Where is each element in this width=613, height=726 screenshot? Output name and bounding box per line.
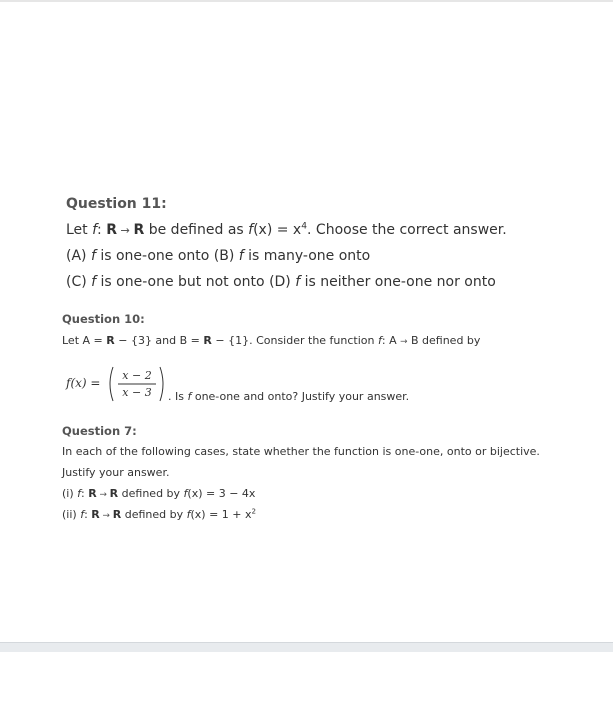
question-title: Question 7: <box>62 424 137 438</box>
right-paren <box>160 367 163 401</box>
left-paren <box>110 367 113 401</box>
option-line-cd: (C) f is one-one but not onto (D) f is neither one-one nor onto <box>66 274 496 290</box>
bottom-divider <box>0 642 613 652</box>
fraction-denominator: x − 3 <box>122 386 152 399</box>
question-statement: Let A = R − {3} and B = R − {1}. Consider the function f: A → B defined by <box>62 334 481 347</box>
question-statement: In each of the following cases, state whether the function is one-one, onto or bijective. <box>62 445 540 458</box>
option-line-ab: (A) f is one-one onto (B) f is many-one onto <box>66 248 371 264</box>
question-prompt: . Is f one-one and onto? Justify your answer. <box>168 390 410 403</box>
formula-lhs: f(x) = <box>66 376 101 390</box>
fraction-numerator: x − 2 <box>122 369 152 382</box>
question-statement: Let f: R → R be defined as $f(x) = x^4$. Choose the correct answer. <box>66 221 507 238</box>
top-divider <box>0 0 613 2</box>
case-item-1: (i) f: R → R defined by f(x) = 3 − 4x <box>62 487 256 500</box>
bottom-divider-edge <box>0 642 613 643</box>
question-title: Question 10: <box>62 312 145 326</box>
case-item-2: (ii) f: R → R defined by $f(x) = 1 + x^2$ <box>62 506 257 521</box>
question-statement-cont: Justify your answer. <box>62 466 170 479</box>
fraction-in-parentheses <box>106 364 166 404</box>
question-title: Question 11: <box>66 196 167 212</box>
